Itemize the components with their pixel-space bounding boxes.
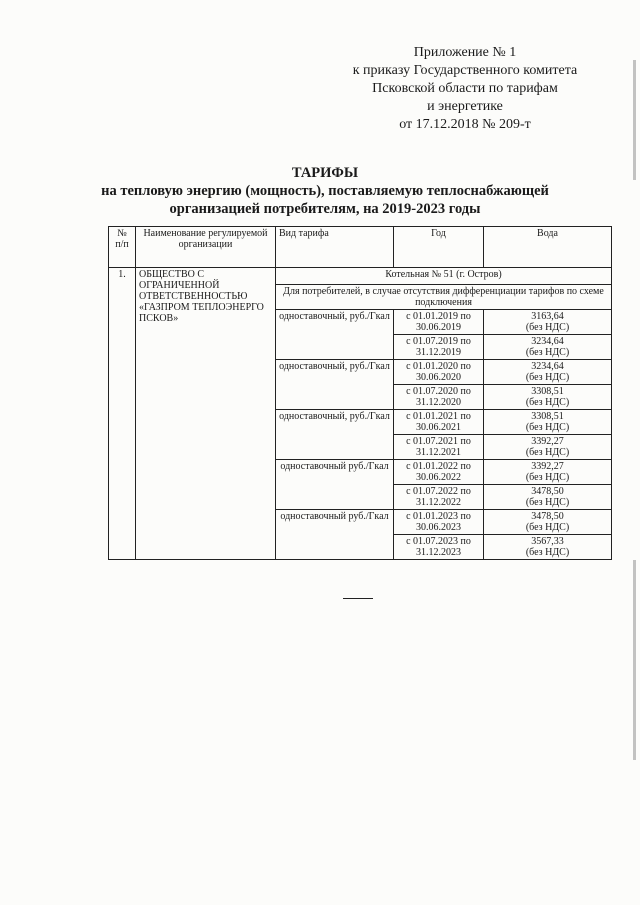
value-vat: (без НДС) bbox=[525, 397, 570, 408]
tariff-type: одноставочный, руб./Гкал bbox=[276, 310, 394, 360]
period: с 01.07.2021 по 31.12.2021 bbox=[394, 435, 484, 460]
value-number: 3308,51 bbox=[531, 411, 564, 422]
value-vat: (без НДС) bbox=[525, 472, 570, 483]
appendix-line: Приложение № 1 bbox=[413, 45, 517, 60]
value-vat: (без НДС) bbox=[525, 372, 570, 383]
value-number: 3234,64 bbox=[531, 336, 564, 347]
period: с 01.01.2019 по 30.06.2019 bbox=[394, 310, 484, 335]
value-vat: (без НДС) bbox=[525, 347, 570, 358]
period: с 01.01.2023 по 30.06.2023 bbox=[394, 510, 484, 535]
end-separator bbox=[343, 598, 373, 599]
appendix-line: к приказу Государственного комитета bbox=[352, 63, 578, 78]
tariff-value bbox=[484, 510, 612, 535]
value-vat: (без НДС) bbox=[525, 322, 570, 333]
row-number: 1. bbox=[109, 268, 136, 560]
header-year: Год bbox=[394, 227, 484, 268]
period: с 01.01.2020 по 30.06.2020 bbox=[394, 360, 484, 385]
value-vat: (без НДС) bbox=[525, 447, 570, 458]
value-vat: (без НДС) bbox=[525, 547, 570, 558]
appendix-block bbox=[330, 44, 600, 134]
appendix-line: от 17.12.2018 № 209-т bbox=[399, 117, 531, 132]
tariff-value bbox=[484, 385, 612, 410]
table-header-row bbox=[109, 227, 612, 268]
consumer-note: Для потребителей, в случае отсутствия дифференциации тарифов по схеме подключения bbox=[276, 285, 612, 310]
tariff-value bbox=[484, 460, 612, 485]
title-line: на тепловую энергию (мощность), поставляемую теплоснабжающей bbox=[101, 183, 549, 199]
period: с 01.07.2019 по 31.12.2019 bbox=[394, 335, 484, 360]
tariff-type: одноставочный, руб./Гкал bbox=[276, 360, 394, 410]
tariff-table bbox=[108, 226, 612, 560]
document-title bbox=[90, 164, 560, 218]
value-vat: (без НДС) bbox=[525, 522, 570, 533]
tariff-value bbox=[484, 310, 612, 335]
period: с 01.07.2020 по 31.12.2020 bbox=[394, 385, 484, 410]
appendix-line: Псковской области по тарифам bbox=[372, 81, 558, 96]
tariff-value bbox=[484, 360, 612, 385]
header-water: Вода bbox=[484, 227, 612, 268]
tariff-type: одноставочный руб./Гкал bbox=[276, 460, 394, 510]
title-line: ТАРИФЫ bbox=[291, 165, 359, 181]
header-tariff-type: Вид тарифа bbox=[276, 227, 394, 268]
tariff-value bbox=[484, 410, 612, 435]
header-organization: Наименование регулируемой организации bbox=[136, 227, 276, 268]
tariff-value bbox=[484, 535, 612, 560]
appendix-line: и энергетике bbox=[427, 99, 503, 114]
value-number: 3478,50 bbox=[531, 511, 564, 522]
value-number: 3478,50 bbox=[531, 486, 564, 497]
scan-edge-mark bbox=[633, 60, 636, 180]
period: с 01.01.2022 по 30.06.2022 bbox=[394, 460, 484, 485]
header-num: № п/п bbox=[109, 227, 136, 268]
table-row bbox=[109, 268, 612, 285]
value-vat: (без НДС) bbox=[525, 422, 570, 433]
boiler-name: Котельная № 51 (г. Остров) bbox=[276, 268, 612, 285]
value-number: 3392,27 bbox=[531, 461, 564, 472]
value-number: 3234,64 bbox=[531, 361, 564, 372]
organization-name: ОБЩЕСТВО С ОГРАНИЧЕННОЙ ОТВЕТСТВЕННОСТЬЮ «ГАЗПРОМ ТЕПЛОЭНЕРГО ПСКОВ» bbox=[136, 268, 276, 560]
value-number: 3567,33 bbox=[531, 536, 564, 547]
value-number: 3308,51 bbox=[531, 386, 564, 397]
value-number: 3163,64 bbox=[531, 311, 564, 322]
tariff-type: одноставочный руб./Гкал bbox=[276, 510, 394, 560]
scan-edge-mark bbox=[633, 560, 636, 760]
value-number: 3392,27 bbox=[531, 436, 564, 447]
title-line: организацией потребителям, на 2019-2023 годы bbox=[169, 201, 481, 217]
tariff-value bbox=[484, 435, 612, 460]
period: с 01.07.2022 по 31.12.2022 bbox=[394, 485, 484, 510]
tariff-value bbox=[484, 485, 612, 510]
period: с 01.01.2021 по 30.06.2021 bbox=[394, 410, 484, 435]
tariff-value bbox=[484, 335, 612, 360]
period: с 01.07.2023 по 31.12.2023 bbox=[394, 535, 484, 560]
value-vat: (без НДС) bbox=[525, 497, 570, 508]
tariff-type: одноставочный, руб./Гкал bbox=[276, 410, 394, 460]
